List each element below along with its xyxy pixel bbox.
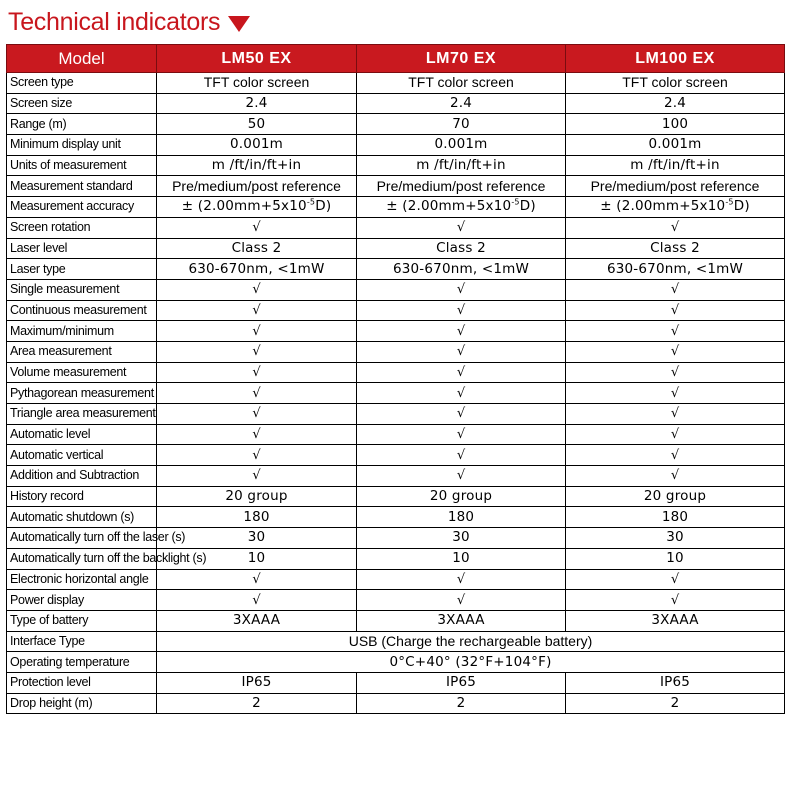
- check-mark-icon: √: [157, 590, 357, 611]
- cell-value: 630-670nm, <1mW: [157, 259, 357, 280]
- cell-value: 100: [566, 114, 785, 135]
- check-mark-icon: √: [157, 404, 357, 425]
- row-label: Minimum display unit: [7, 135, 157, 156]
- row-label: Operating temperature: [7, 652, 157, 673]
- check-mark-icon: √: [566, 590, 785, 611]
- cell-value: 3XAAA: [157, 610, 357, 631]
- row-label: Automatic vertical: [7, 445, 157, 466]
- table-row: [7, 424, 785, 445]
- cell-value: Class 2: [566, 238, 785, 259]
- row-label: Single measurement: [7, 279, 157, 300]
- model-name-header: LM70 EX: [357, 45, 566, 73]
- cell-value: 10: [157, 548, 357, 569]
- table-row: [7, 93, 785, 114]
- cell-value: 30: [357, 528, 566, 549]
- check-mark-icon: √: [566, 445, 785, 466]
- accuracy-suffix: D): [315, 198, 332, 215]
- check-mark-icon: √: [157, 424, 357, 445]
- cell-value: TFT color screen: [157, 73, 357, 94]
- cell-value: [157, 197, 357, 218]
- cell-value: 70: [357, 114, 566, 135]
- check-mark-icon: √: [357, 279, 566, 300]
- table-row: [7, 528, 785, 549]
- accuracy-suffix: D): [733, 198, 750, 215]
- cell-value: 3XAAA: [357, 610, 566, 631]
- row-label: Continuous measurement: [7, 300, 157, 321]
- cell-value: [566, 197, 785, 218]
- model-name-header: LM100 EX: [566, 45, 785, 73]
- cell-value: 0.001m: [157, 135, 357, 156]
- table-row: [7, 445, 785, 466]
- row-label: Range (m): [7, 114, 157, 135]
- spec-table: [6, 44, 785, 714]
- table-row: [7, 238, 785, 259]
- table-row: [7, 279, 785, 300]
- row-label: Protection level: [7, 672, 157, 693]
- cell-value: 2: [357, 693, 566, 714]
- row-label: Automatically turn off the backlight (s): [7, 548, 157, 569]
- cell-value: 0°C+40° (32°F+104°F): [157, 652, 785, 673]
- cell-value: 30: [157, 528, 357, 549]
- row-label: Automatic level: [7, 424, 157, 445]
- cell-value: 30: [566, 528, 785, 549]
- check-mark-icon: √: [566, 217, 785, 238]
- check-mark-icon: √: [566, 300, 785, 321]
- check-mark-icon: √: [357, 217, 566, 238]
- cell-value: Class 2: [357, 238, 566, 259]
- table-row: [7, 259, 785, 280]
- table-row: [7, 73, 785, 94]
- spec-body: [7, 73, 785, 714]
- row-label: Interface Type: [7, 631, 157, 652]
- cell-value: 20 group: [357, 486, 566, 507]
- row-label: Electronic horizontal angle: [7, 569, 157, 590]
- row-label: Power display: [7, 590, 157, 611]
- cell-value: 10: [357, 548, 566, 569]
- cell-value: IP65: [566, 672, 785, 693]
- row-label: Units of measurement: [7, 155, 157, 176]
- check-mark-icon: √: [357, 341, 566, 362]
- table-row: [7, 383, 785, 404]
- header-row: [7, 45, 785, 73]
- table-row: [7, 114, 785, 135]
- table-row: [7, 300, 785, 321]
- table-row: [7, 507, 785, 528]
- check-mark-icon: √: [357, 404, 566, 425]
- table-row: [7, 610, 785, 631]
- row-label: Type of battery: [7, 610, 157, 631]
- table-row: [7, 466, 785, 487]
- check-mark-icon: √: [566, 362, 785, 383]
- cell-value: IP65: [357, 672, 566, 693]
- cell-value: 180: [566, 507, 785, 528]
- table-row: [7, 321, 785, 342]
- check-mark-icon: √: [157, 300, 357, 321]
- check-mark-icon: √: [157, 341, 357, 362]
- model-name-header: LM50 EX: [157, 45, 357, 73]
- accuracy-suffix: D): [519, 198, 536, 215]
- accuracy-base: ± (2.00mm+5x10: [386, 198, 512, 215]
- row-label: Volume measurement: [7, 362, 157, 383]
- check-mark-icon: √: [566, 383, 785, 404]
- check-mark-icon: √: [157, 569, 357, 590]
- table-row: [7, 652, 785, 673]
- row-label: Measurement accuracy: [7, 197, 157, 218]
- cell-value: 3XAAA: [566, 610, 785, 631]
- row-label: History record: [7, 486, 157, 507]
- table-row: [7, 486, 785, 507]
- cell-value: USB (Charge the rechargeable battery): [157, 631, 785, 652]
- cell-value: 10: [566, 548, 785, 569]
- check-mark-icon: √: [157, 217, 357, 238]
- accuracy-exponent: -5: [725, 197, 734, 207]
- row-label: Laser type: [7, 259, 157, 280]
- cell-value: 20 group: [566, 486, 785, 507]
- row-label: Screen size: [7, 93, 157, 114]
- check-mark-icon: √: [157, 445, 357, 466]
- cell-value: Pre/medium/post reference: [157, 176, 357, 197]
- table-row: [7, 548, 785, 569]
- table-row: [7, 197, 785, 218]
- row-label: Drop height (m): [7, 693, 157, 714]
- cell-value: Pre/medium/post reference: [566, 176, 785, 197]
- section-title: [8, 6, 250, 38]
- check-mark-icon: √: [357, 383, 566, 404]
- table-row: [7, 341, 785, 362]
- table-row: [7, 404, 785, 425]
- section-title-text: Technical indicators: [8, 7, 221, 36]
- cell-value: 2: [157, 693, 357, 714]
- check-mark-icon: √: [357, 569, 566, 590]
- check-mark-icon: √: [566, 404, 785, 425]
- accuracy-exponent: -5: [306, 197, 316, 207]
- accuracy-base: ± (2.00mm+5x10: [600, 198, 726, 215]
- check-mark-icon: √: [566, 321, 785, 342]
- check-mark-icon: √: [357, 321, 566, 342]
- cell-value: [357, 197, 566, 218]
- cell-value: 2.4: [566, 93, 785, 114]
- check-mark-icon: √: [357, 424, 566, 445]
- cell-value: Class 2: [157, 238, 357, 259]
- cell-value: 50: [157, 114, 357, 135]
- row-label: Screen rotation: [7, 217, 157, 238]
- check-mark-icon: √: [357, 445, 566, 466]
- cell-value: Pre/medium/post reference: [357, 176, 566, 197]
- row-label: Laser level: [7, 238, 157, 259]
- table-row: [7, 362, 785, 383]
- row-label: Automatically turn off the laser (s): [7, 528, 157, 549]
- check-mark-icon: √: [357, 300, 566, 321]
- accuracy-exponent: -5: [511, 197, 520, 207]
- check-mark-icon: √: [157, 279, 357, 300]
- cell-value: 0.001m: [566, 135, 785, 156]
- cell-value: 2.4: [157, 93, 357, 114]
- cell-value: TFT color screen: [357, 73, 566, 94]
- row-label: Pythagorean measurement: [7, 383, 157, 404]
- cell-value: 2: [566, 693, 785, 714]
- cell-value: 630-670nm, <1mW: [357, 259, 566, 280]
- cell-value: 20 group: [157, 486, 357, 507]
- cell-value: 180: [357, 507, 566, 528]
- check-mark-icon: √: [357, 362, 566, 383]
- cell-value: m /ft/in/ft+in: [357, 155, 566, 176]
- table-row: [7, 176, 785, 197]
- cell-value: 180: [157, 507, 357, 528]
- accuracy-base: ± (2.00mm+5x10: [181, 198, 307, 215]
- table-row: [7, 569, 785, 590]
- cell-value: 0.001m: [357, 135, 566, 156]
- check-mark-icon: √: [566, 341, 785, 362]
- row-label: Automatic shutdown (s): [7, 507, 157, 528]
- row-label: Screen type: [7, 73, 157, 94]
- check-mark-icon: √: [157, 466, 357, 487]
- table-row: [7, 631, 785, 652]
- row-label: Area measurement: [7, 341, 157, 362]
- triangle-down-icon: [228, 16, 250, 32]
- row-label: Addition and Subtraction: [7, 466, 157, 487]
- check-mark-icon: √: [157, 321, 357, 342]
- row-label: Maximum/minimum: [7, 321, 157, 342]
- cell-value: 2.4: [357, 93, 566, 114]
- cell-value: 630-670nm, <1mW: [566, 259, 785, 280]
- check-mark-icon: √: [357, 590, 566, 611]
- table-row: [7, 693, 785, 714]
- table-row: [7, 590, 785, 611]
- cell-value: m /ft/in/ft+in: [157, 155, 357, 176]
- table-row: [7, 217, 785, 238]
- check-mark-icon: √: [566, 424, 785, 445]
- check-mark-icon: √: [566, 569, 785, 590]
- check-mark-icon: √: [566, 279, 785, 300]
- row-label: Measurement standard: [7, 176, 157, 197]
- table-row: [7, 135, 785, 156]
- check-mark-icon: √: [566, 466, 785, 487]
- model-header: Model: [7, 45, 157, 73]
- check-mark-icon: √: [157, 383, 357, 404]
- cell-value: m /ft/in/ft+in: [566, 155, 785, 176]
- cell-value: IP65: [157, 672, 357, 693]
- check-mark-icon: √: [157, 362, 357, 383]
- cell-value: TFT color screen: [566, 73, 785, 94]
- check-mark-icon: √: [357, 466, 566, 487]
- table-row: [7, 672, 785, 693]
- table-row: [7, 155, 785, 176]
- row-label: Triangle area measurement: [7, 404, 157, 425]
